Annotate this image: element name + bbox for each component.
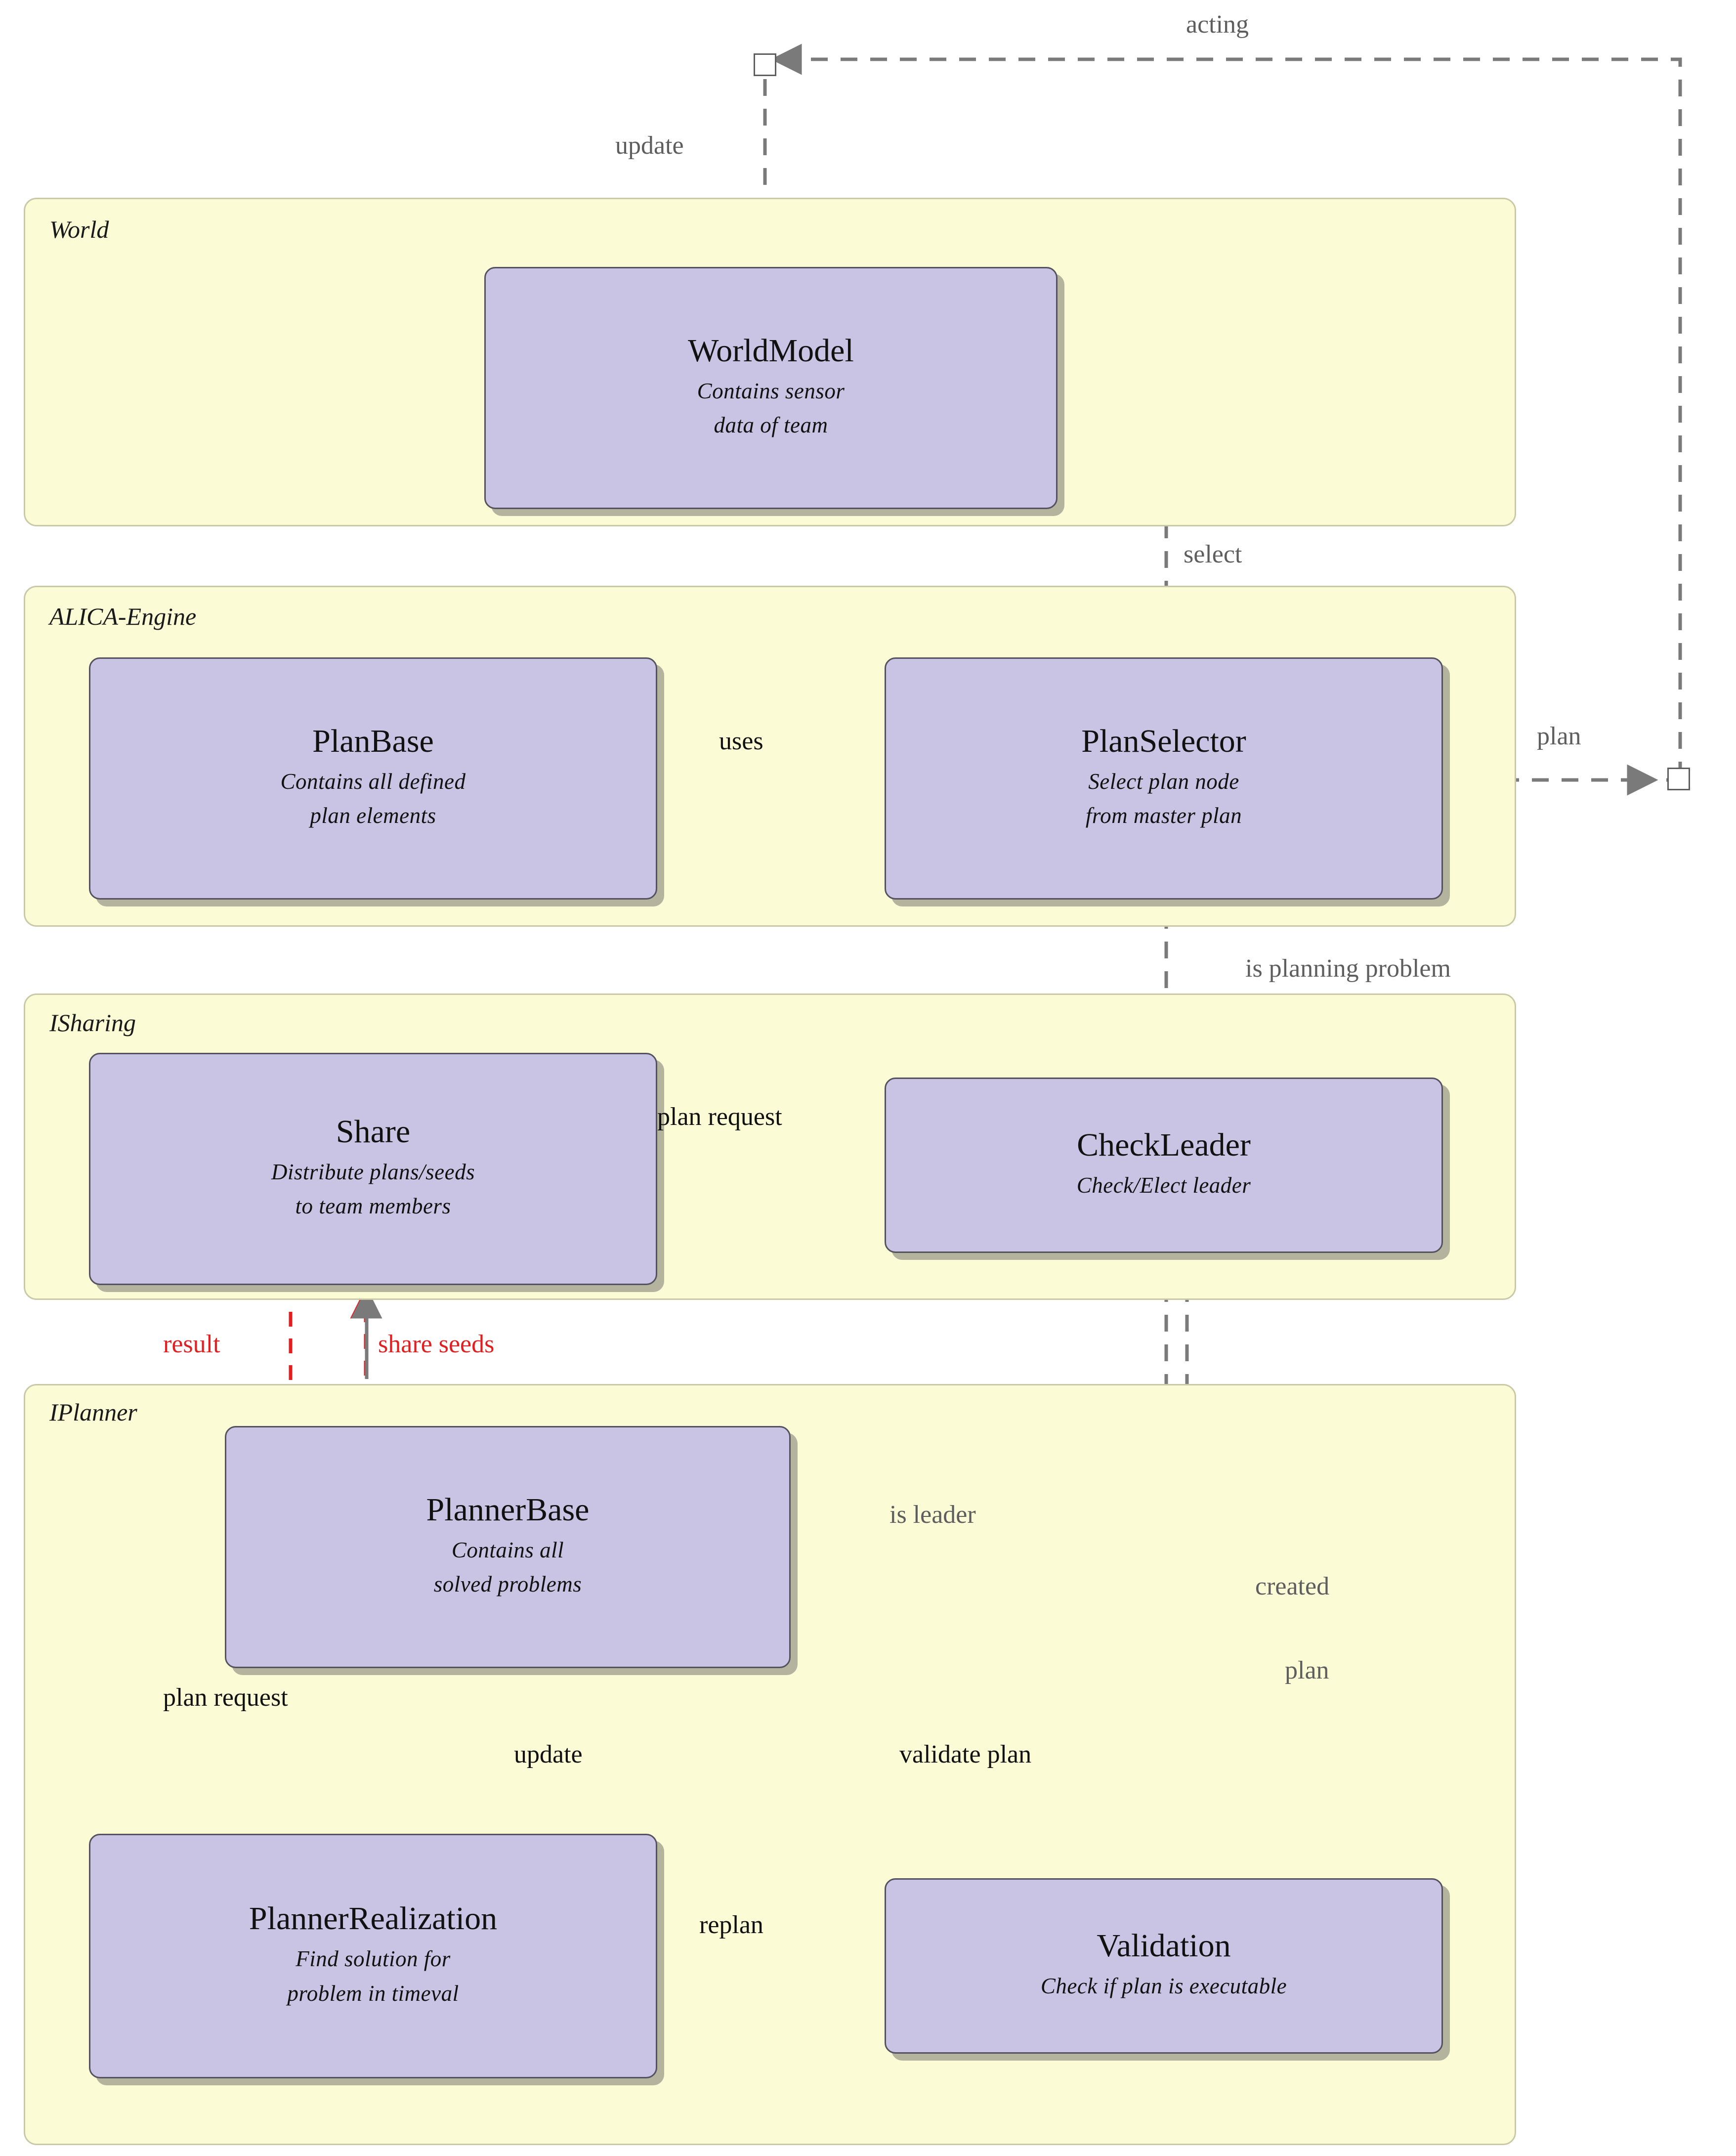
edge-label-is-planning-problem: is planning problem [1245, 954, 1451, 983]
group-isharing-label: ISharing [49, 1009, 136, 1036]
node-planselector-sub-2: from master plan [1085, 803, 1242, 828]
node-share-title: Share [336, 1113, 411, 1150]
node-planbase-title: PlanBase [312, 723, 434, 759]
node-planbase[interactable] [89, 657, 657, 900]
edge-label-acting: acting [1186, 10, 1249, 39]
port-top [754, 53, 776, 76]
edge-label-plan: plan [1537, 722, 1581, 750]
node-worldmodel[interactable] [484, 267, 1058, 509]
node-plannerrealization-sub-2: problem in timeval [287, 1981, 459, 2006]
port-right [1667, 768, 1690, 790]
node-checkleader[interactable] [885, 1078, 1443, 1253]
edge-label-uses: uses [719, 727, 763, 755]
node-share-sub-2: to team members [295, 1194, 451, 1219]
edge-label-created-plan: plan [1285, 1656, 1329, 1684]
node-share[interactable] [89, 1053, 657, 1285]
node-planbase-sub-2: plan elements [310, 803, 436, 828]
node-worldmodel-sub-1: Contains sensor [697, 378, 845, 403]
node-planselector[interactable] [885, 657, 1443, 900]
node-plannerrealization-sub-1: Find solution for [296, 1946, 451, 1972]
edge-label-share-seeds: share seeds [378, 1330, 495, 1358]
edge-label-is-leader: is leader [889, 1501, 976, 1529]
edge-label-update-plannerbase: update [514, 1740, 583, 1768]
node-plannerrealization-title: PlannerRealization [249, 1900, 498, 1937]
group-world-label: World [49, 216, 109, 243]
node-worldmodel-title: WorldModel [688, 332, 854, 369]
node-planselector-title: PlanSelector [1081, 723, 1246, 759]
edge-label-result: result [163, 1330, 220, 1358]
node-validation-sub-1: Check if plan is executable [1040, 1973, 1287, 1998]
edge-label-update-world: update [615, 131, 684, 160]
node-plannerrealization[interactable] [89, 1834, 657, 2078]
node-planbase-sub-1: Contains all defined [280, 769, 466, 794]
node-share-sub-1: Distribute plans/seeds [271, 1159, 475, 1184]
node-plannerbase-sub-1: Contains all [451, 1537, 564, 1562]
node-plannerbase-title: PlannerBase [426, 1491, 590, 1528]
node-plannerbase-sub-2: solved problems [433, 1572, 582, 1597]
node-checkleader-title: CheckLeader [1077, 1127, 1251, 1164]
node-plannerbase[interactable] [225, 1426, 791, 1668]
node-planselector-sub-1: Select plan node [1088, 769, 1239, 794]
edge-label-validate-plan: validate plan [899, 1740, 1032, 1768]
node-worldmodel-sub-2: data of team [714, 413, 828, 438]
edge-label-replan: replan [699, 1911, 763, 1939]
group-iplanner-label: IPlanner [49, 1398, 137, 1426]
edge-label-plan-request-planner: plan request [163, 1683, 288, 1712]
node-validation[interactable] [885, 1878, 1443, 2054]
edge-label-created: created [1255, 1572, 1330, 1600]
edge-label-select: select [1184, 540, 1242, 568]
group-alica-engine-label: ALICA-Engine [49, 603, 197, 630]
node-checkleader-sub-1: Check/Elect leader [1076, 1172, 1251, 1198]
edge-label-plan-request-share: plan request [657, 1103, 782, 1131]
node-validation-title: Validation [1097, 1928, 1231, 1964]
